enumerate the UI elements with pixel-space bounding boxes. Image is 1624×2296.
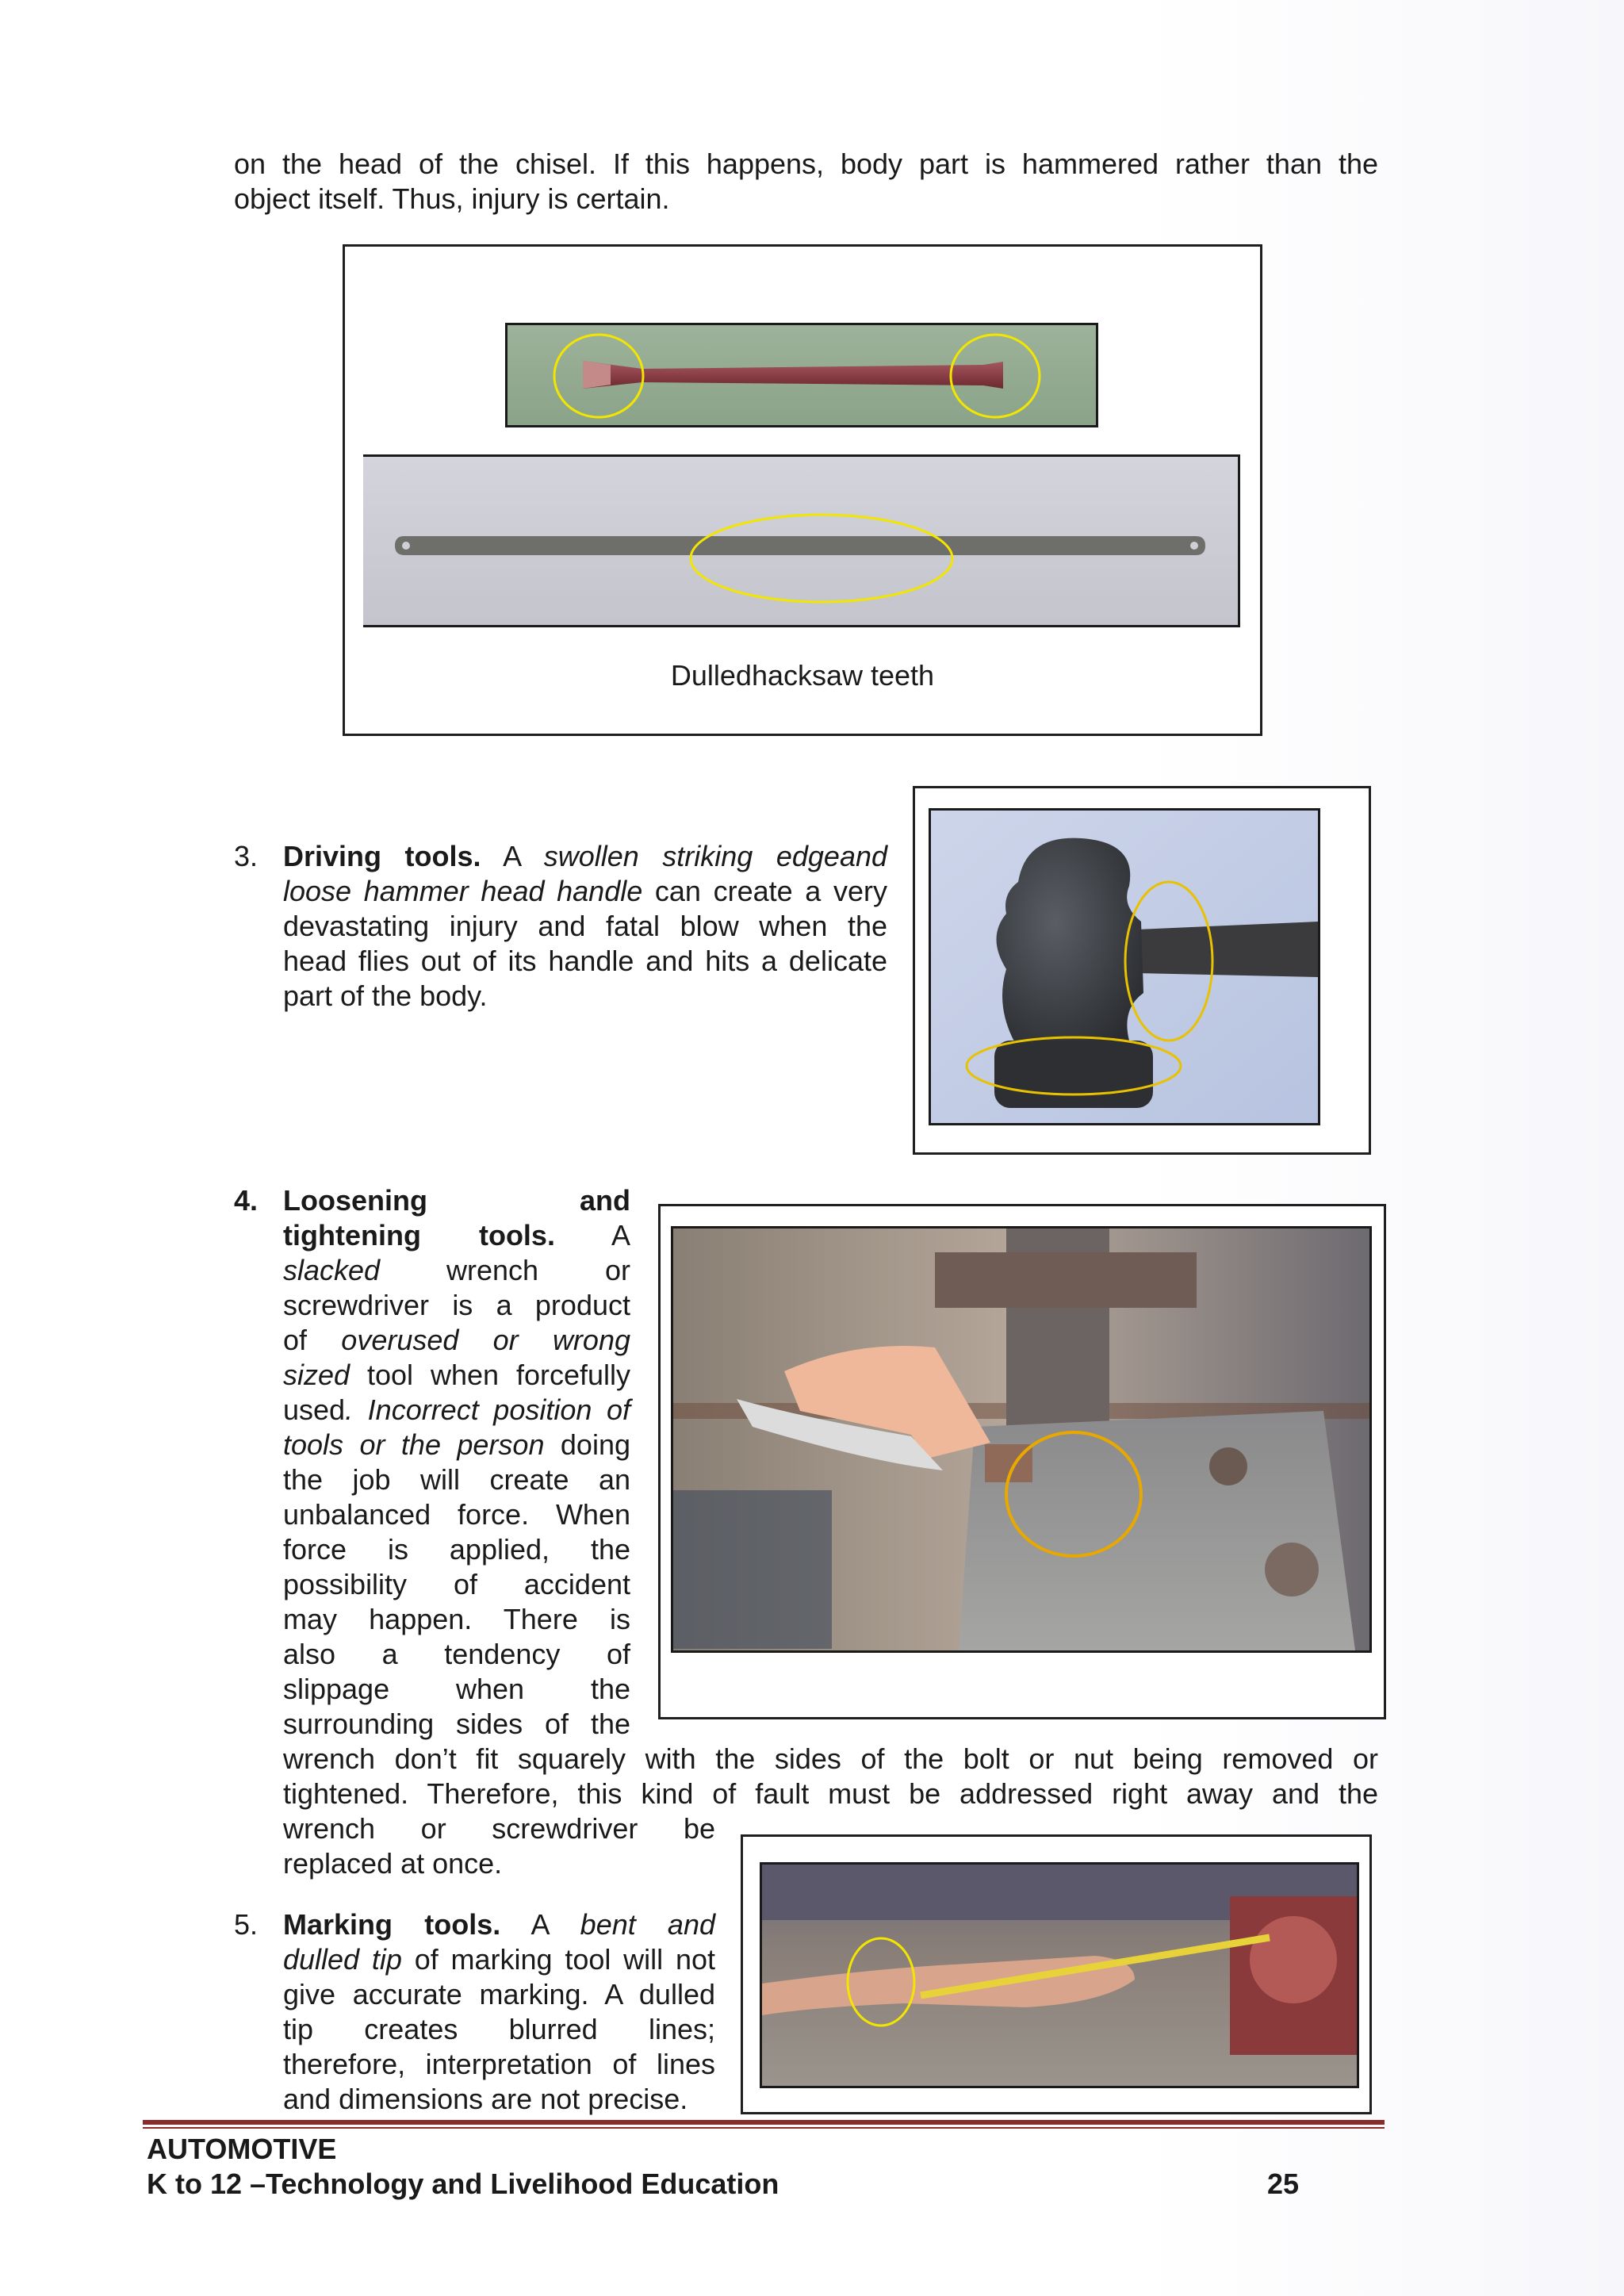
item-4-body-line xyxy=(283,1428,630,1462)
item-3-emph: swollen striking edgeand xyxy=(543,840,888,872)
item-3-emph: loose hammer head handle xyxy=(283,875,643,907)
item-4-text: of xyxy=(283,1324,342,1356)
item-4-text: used xyxy=(283,1393,346,1426)
item-4-body-line xyxy=(283,1253,630,1288)
item-5-emph: dulled tip xyxy=(283,1943,402,1976)
item-3-line-3: devastating injury and fatal blow when the xyxy=(283,910,887,942)
item-4-body-line: also a tendency of xyxy=(283,1638,630,1670)
item-4-text: wrench or xyxy=(380,1254,630,1286)
item-4-text: doing xyxy=(544,1428,630,1461)
item-5-emph: bent and xyxy=(580,1908,715,1941)
item-4-title-c: tightening tools. xyxy=(283,1219,555,1251)
item-3-text: A xyxy=(503,840,544,872)
item-5-text: A xyxy=(530,1908,580,1941)
hammer-photo xyxy=(929,808,1320,1125)
item-4-body-line: may happen. There is xyxy=(283,1603,630,1635)
item-4-wide-line-1: wrench don’t fit squarely with the sides of the bolt or nut being removed or xyxy=(283,1742,1378,1775)
item-5-body-line xyxy=(283,1942,715,1977)
item-4-emph: sized xyxy=(283,1359,350,1391)
item-4-body-line: possibility of accident xyxy=(283,1568,630,1600)
item-4-body-line: slippage when the xyxy=(283,1673,630,1705)
item-5-body-line: tip creates blurred lines; xyxy=(283,2013,715,2045)
item-4-wide-line-2: tightened. Therefore, this kind of fault must be addressed right away and the xyxy=(283,1777,1378,1810)
item-4-number: 4. xyxy=(234,1184,259,1217)
marking-tool-photo xyxy=(760,1862,1359,2088)
item-4-title-line-2 xyxy=(283,1218,630,1253)
item-5-line-1 xyxy=(283,1907,715,1942)
item-3-text: can create a very xyxy=(642,875,887,907)
item-3-line-2 xyxy=(283,874,887,909)
item-3-number: 3. xyxy=(234,840,259,872)
item-3-line-5: part of the body. xyxy=(283,979,488,1012)
item-5-number: 5. xyxy=(234,1908,259,1941)
footer-rule-thin xyxy=(143,2127,1385,2129)
item-4-body-line xyxy=(283,1323,630,1358)
item-4-body-line xyxy=(283,1358,630,1393)
item-3-line-4: head flies out of its handle and hits a delicate xyxy=(283,945,887,977)
item-4-emph: . Incorrect position of xyxy=(345,1393,630,1426)
item-5-body-line: and dimensions are not precise. xyxy=(283,2083,688,2115)
item-4-title-d: A xyxy=(611,1219,631,1251)
item-5-text xyxy=(530,1908,715,1941)
item-4-body-line xyxy=(283,1393,630,1428)
footer-course: K to 12 –Technology and Livelihood Education xyxy=(147,2168,779,2200)
item-4-emph: slacked xyxy=(283,1254,381,1286)
item-4-body-line: force is applied, the xyxy=(283,1533,630,1566)
item-4-body-line: the job will create an xyxy=(283,1463,630,1496)
footer-rule xyxy=(143,2120,1385,2125)
item-4-body-line: screwdriver is a product xyxy=(283,1289,630,1321)
item-4-body-line: surrounding sides of the xyxy=(283,1708,630,1740)
item-4-title-b: and xyxy=(579,1184,630,1217)
footer-subject: AUTOMOTIVE xyxy=(147,2133,337,2165)
intro-line-2: object itself. Thus, injury is certain. xyxy=(234,182,670,215)
wrench-photo xyxy=(671,1226,1372,1653)
hacksaw-blade-photo xyxy=(363,454,1240,627)
item-4-text: tool when forcefully xyxy=(350,1359,630,1391)
item-4-title-line-1 xyxy=(283,1183,630,1218)
item-4-emph: tools or the person xyxy=(283,1428,545,1461)
item-4-emph: overused or wrong xyxy=(341,1324,630,1356)
item-4-tail-line-2: replaced at once. xyxy=(283,1847,503,1880)
item-4-body-line: unbalanced force. When xyxy=(283,1498,630,1531)
chisel-photo xyxy=(505,323,1098,427)
item-3-line-1 xyxy=(283,839,887,874)
item-5-text: of marking tool will not xyxy=(401,1943,716,1976)
page-number: 25 xyxy=(1267,2168,1300,2200)
item-4-tail-line-1: wrench or screwdriver be xyxy=(283,1812,715,1845)
item-4-title-a: Loosening xyxy=(283,1184,427,1217)
item-5-body-line: give accurate marking. A dulled xyxy=(283,1978,715,2010)
intro-line-1: on the head of the chisel. If this happens, body part is hammered rather than the xyxy=(234,148,1378,180)
figure-1-caption: Dulledhacksaw teeth xyxy=(670,659,935,692)
item-5-title: Marking tools. xyxy=(283,1908,501,1941)
item-3-title: Driving tools. xyxy=(283,840,481,872)
item-5-body-line: therefore, interpretation of lines xyxy=(283,2048,715,2080)
